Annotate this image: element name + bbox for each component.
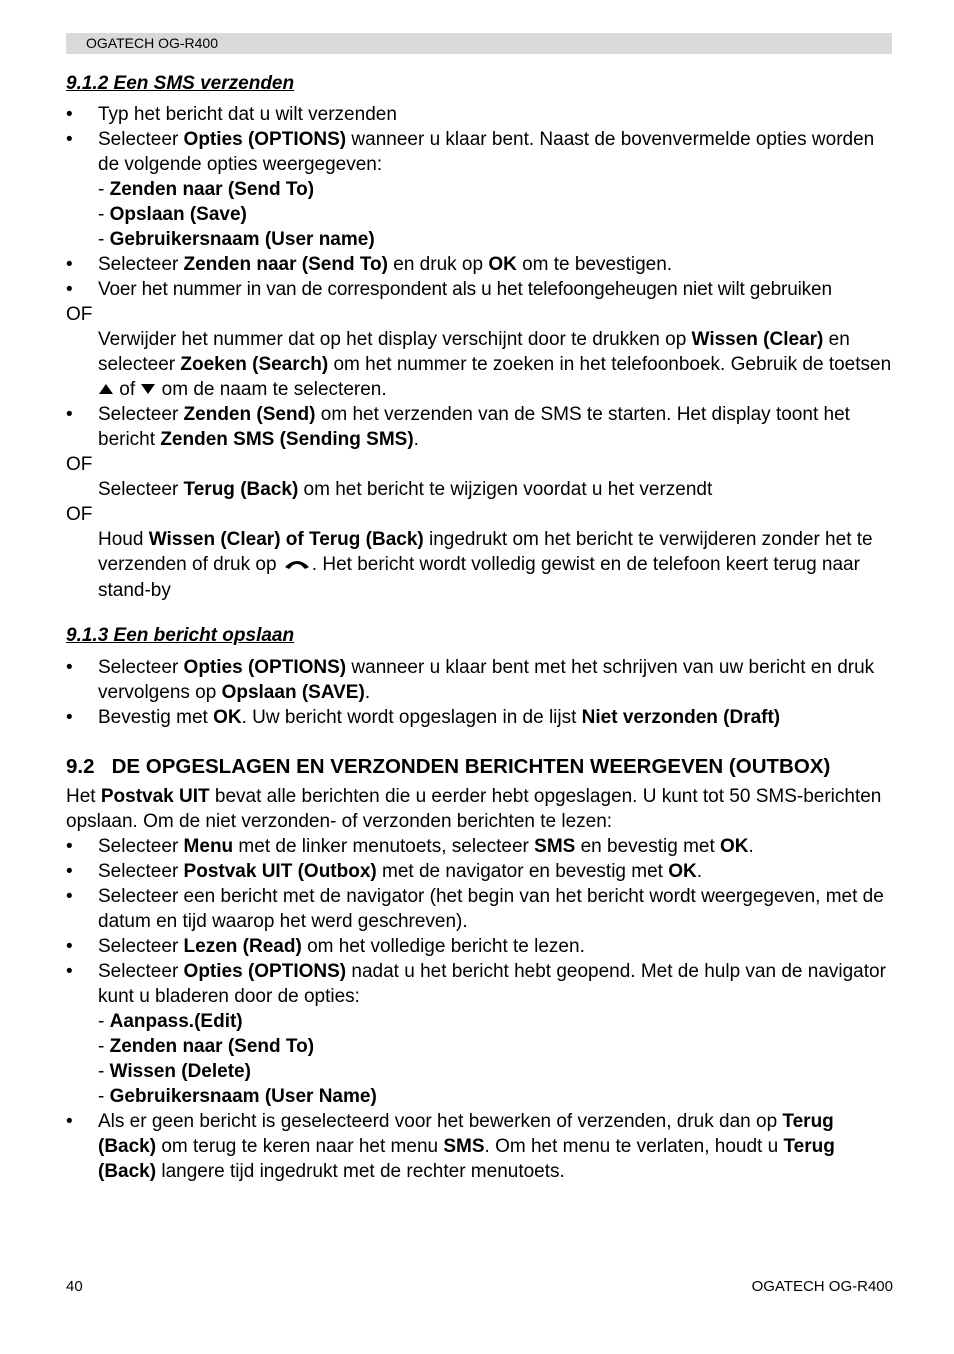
list-item: • Selecteer een bericht met de navigator (het begin van het bericht wordt weergegeven, met de datum en tijd waarop het werd geschreven). <box>66 884 896 934</box>
page-number: 40 <box>66 1278 83 1295</box>
paragraph: Selecteer Terug (Back) om het bericht te wijzigen voordat u het verzendt <box>98 479 713 501</box>
option-item: - Zenden naar (Send To) <box>98 179 315 200</box>
list-item: • Voer het nummer in van de correspondent als u het telefoongeheugen niet wilt gebruiken <box>66 277 896 302</box>
option-item: - Zenden naar (Send To) <box>98 1035 315 1057</box>
list-item: • Selecteer Lezen (Read) om het volledige bericht te lezen. <box>66 934 896 959</box>
list-item: • Selecteer Zenden naar (Send To) en druk op OK om te bevestigen. <box>66 252 896 277</box>
header-title: OGATECH OG-R400 <box>86 35 218 51</box>
list-item: • Als er geen bericht is geselecteerd voor het bewerken of verzenden, druk dan op Terug (Back) om terug te keren naar het menu SMS. Om het menu te verlaten, houdt u Terug (Back) langere tijd ingedrukt met de rechter menutoets. <box>66 1109 896 1184</box>
paragraph: Houd Wissen (Clear) of Terug (Back) ingedrukt om het bericht te verwijderen zonder het te verzenden of druk op . Het bericht wordt volledig gewist en de telefoon keert terug naar stand-by <box>98 529 873 601</box>
list-item: • Selecteer Opties (OPTIONS) wanneer u klaar bent. Naast de bovenvermelde opties worden de volgende opties weergegeven: <box>66 127 896 177</box>
end-call-icon <box>282 553 312 578</box>
or-label: OF <box>66 454 93 476</box>
list-item: • Selecteer Postvak UIT (Outbox) met de navigator en bevestig met OK. <box>66 859 896 884</box>
footer-brand: OGATECH OG-R400 <box>751 1278 893 1295</box>
list-item: • Typ het bericht dat u wilt verzenden <box>66 102 896 127</box>
page-header <box>66 33 892 54</box>
list-item: • Bevestig met OK. Uw bericht wordt opgeslagen in de lijst Niet verzonden (Draft) <box>66 705 896 730</box>
or-label: OF <box>66 504 93 526</box>
option-item: - Gebruikersnaam (User Name) <box>98 1085 377 1107</box>
section-title-912: 9.1.2 Een SMS verzenden <box>66 73 295 94</box>
list-item: • Selecteer Zenden (Send) om het verzenden van de SMS te starten. Het display toont het bericht Zenden SMS (Sending SMS). <box>66 402 896 452</box>
option-item: - Wissen (Delete) <box>98 1060 251 1082</box>
option-item: - Gebruikersnaam (User name) <box>98 229 375 250</box>
arrow-down-icon <box>140 377 156 402</box>
option-item: - Opslaan (Save) <box>98 204 247 225</box>
list-item: • Selecteer Menu met de linker menutoets, selecteer SMS en bevestig met OK. <box>66 834 896 859</box>
section-heading-92: 9.2 DE OPGESLAGEN EN VERZONDEN BERICHTEN WEERGEVEN (OUTBOX) <box>66 754 831 778</box>
document-body <box>66 71 896 1184</box>
list-item: • Selecteer Opties (OPTIONS) nadat u het bericht hebt geopend. Met de hulp van de navigator kunt u bladeren door de opties: <box>66 959 896 1009</box>
arrow-up-icon <box>98 377 114 402</box>
list-item: • Selecteer Opties (OPTIONS) wanneer u klaar bent met het schrijven van uw bericht en druk vervolgens op Opslaan (SAVE). <box>66 655 896 705</box>
intro-paragraph: Het Postvak UIT bevat alle berichten die u eerder hebt opgeslagen. U kunt tot 50 SMS-berichten opslaan. Om de niet verzonden- of verzonden berichten te lezen: <box>66 785 882 832</box>
option-item: - Aanpass.(Edit) <box>98 1010 243 1032</box>
or-label: OF <box>66 304 93 325</box>
paragraph: Verwijder het nummer dat op het display verschijnt door te drukken op Wissen (Clear) en selecteer Zoeken (Search) om het nummer te zoeken in het telefoonboek. Gebruik de toetsen of om de naam te selecteren. <box>66 327 896 402</box>
section-title-913: 9.1.3 Een bericht opslaan <box>66 624 295 646</box>
